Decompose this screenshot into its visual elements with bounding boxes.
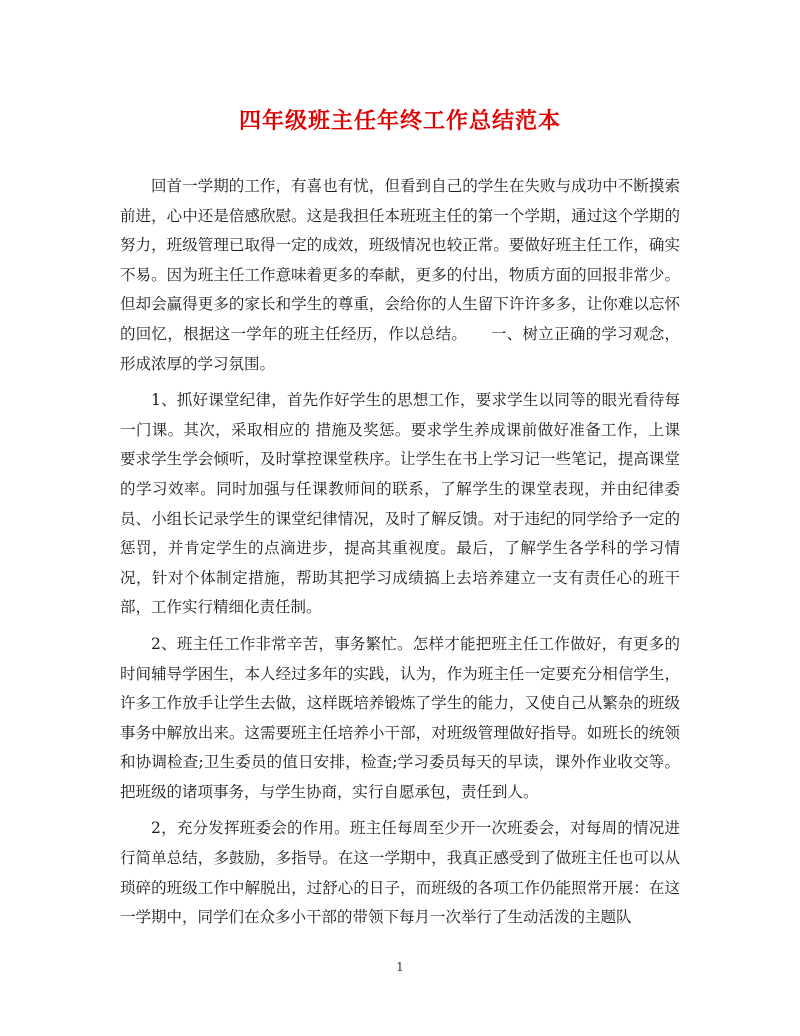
- paragraph-intro: 回首一学期的工作，有喜也有忧，但看到自己的学生在失败与成功中不断摸索前进，心中还是倍感欣慰。这是我担任本班班主任的第一个学期，通过这个学期的努力，班级管理已取得一定的成效，班级情况也较正常。要做好班主任工作，确实不易。因为班主任工作意味着更多的奉献，更多的付出，物质方面的回报非常少。但却会赢得更多的家长和学生的尊重，会给你的人生留下许许多多，让你难以忘怀的回忆，根据这一学年的班主任经历，作以总结。 一、树立正确的学习观念，形成浓厚的学习氛围。: [120, 177, 680, 373]
- paragraph-class-cadres: 2、班主任工作非常辛苦，事务繁忙。怎样才能把班主任工作做好，有更多的时间辅导学困生，本人经过多年的实践，认为，作为班主任一定要充分相信学生，许多工作放手让学生去做，这样既培养锻炼了学生的能力，又使自己从繁杂的班级事务中解放出来。这需要班主任培养小干部，对班级管理做好指导。如班长的统领和协调检查;卫生委员的值日安排，检查;学习委员每天的早读，课外作业收交等。把班级的诸项事务，与学生协商，实行自愿承包，责任到人。: [120, 634, 680, 801]
- document-body: [120, 172, 680, 940]
- paragraph-class-committee: 2，充分发挥班委会的作用。班主任每周至少开一次班委会，对每周的情况进行简单总结，多鼓励，多指导。在这一学期中，我真正感受到了做班主任也可以从琐碎的班级工作中解脱出，过舒心的日子，而班级的各项工作仍能照常开展：在这一学期中，同学们在众多小干部的带领下每月一次举行了生动活泼的主题队: [120, 819, 680, 927]
- paragraph-classroom-discipline: 1、抓好课堂纪律，首先作好学生的思想工作，要求学生以同等的眼光看待每一门课。其次，采取相应的 措施及奖惩。要求学生养成课前做好准备工作，上课要求学生学会倾听，及时掌控课堂秩序。让学生在书上学习记一些笔记，提高课堂的学习效率。同时加强与任课教师间的联系，了解学生的课堂表现，并由纪律委员、小组长记录学生的课堂纪律情况，及时了解反馈。对于违纪的同学给予一定的惩罚，并肯定学生的点滴进步，提高其重视度。最后，了解学生各学科的学习情况，针对个体制定措施，帮助其把学习成绩搞上去培养建立一支有责任心的班干部，工作实行精细化责任制。: [120, 391, 680, 617]
- document-title: 四年级班主任年终工作总结范本: [238, 108, 561, 134]
- page-number: 1: [396, 960, 404, 974]
